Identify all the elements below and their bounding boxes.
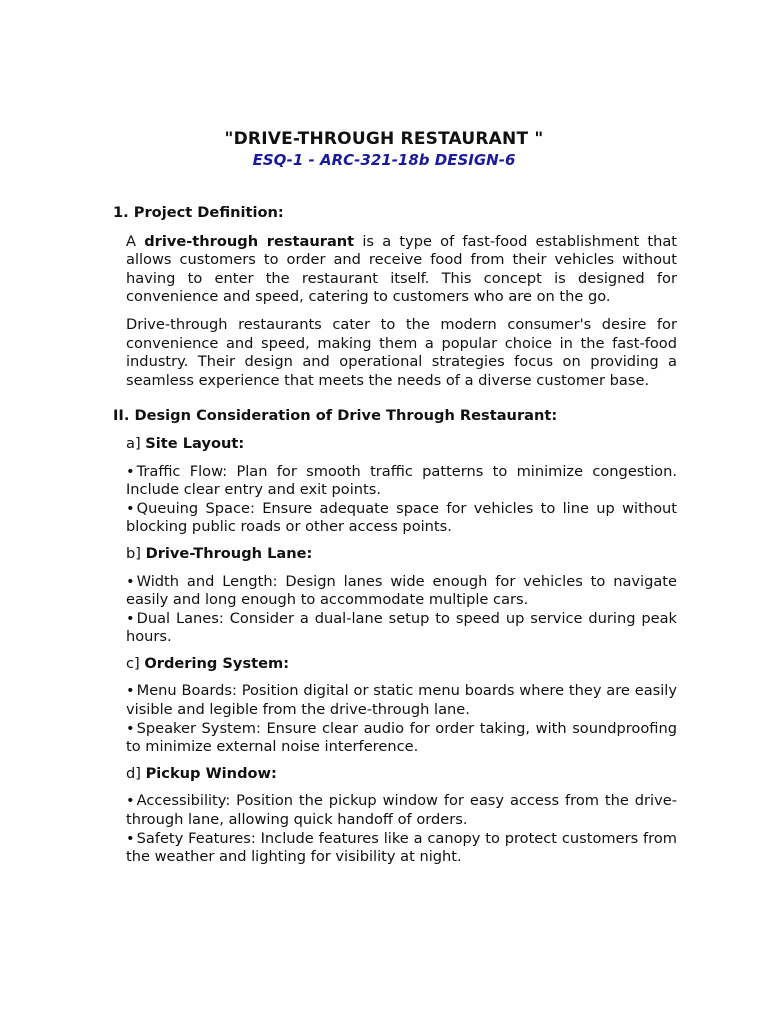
subsection-ordering-system — [126, 655, 677, 757]
subsection-drive-through-lane — [126, 545, 677, 647]
bullet-item: • Accessibility: Position the pickup window for easy access from the drive-through lane, allowing quick handoff of orders. — [126, 792, 677, 829]
bullet-list — [126, 463, 677, 537]
bullet-item: • Menu Boards: Position digital or static menu boards where they are easily visible and legible from the drive-through lane. — [126, 682, 677, 719]
subsection-pickup-window — [126, 765, 677, 867]
document-title: "DRIVE-THROUGH RESTAURANT " — [224, 129, 544, 149]
subsection-letter: a] — [126, 434, 146, 452]
subsection-title: Pickup Window: — [145, 764, 277, 782]
document-subtitle: ESQ-1 - ARC-321-18b DESIGN-6 — [252, 151, 516, 169]
bullet-list — [126, 682, 677, 756]
bullet-item: • Queuing Space: Ensure adequate space for vehicles to line up without blocking public roads or other access points. — [126, 500, 677, 537]
subsection-letter: b] — [126, 544, 146, 562]
bullet-item: • Traffic Flow: Plan for smooth traffic patterns to minimize congestion. Include clear entry and exit points. — [126, 463, 677, 500]
subsection-heading — [126, 655, 677, 674]
project-definition-body — [126, 233, 677, 391]
bullet-item: • Dual Lanes: Consider a dual-lane setup to speed up service during peak hours. — [126, 610, 677, 647]
subsection-title: Ordering System: — [144, 654, 290, 672]
bullet-item: • Safety Features: Include features like a canopy to protect customers from the weather and lighting for visibility at night. — [126, 830, 677, 867]
section-heading-project-definition: 1. Project Definition: — [113, 204, 284, 221]
definition-paragraph-2: Drive-through restaurants cater to the modern consumer's desire for convenience and speed, making them a popular choice in the fast-food industry. Their design and operational strategies focus on providing a seamless experience that meets the needs of a diverse customer base. — [126, 315, 677, 389]
subsection-title: Drive-Through Lane: — [145, 544, 313, 562]
definition-text: is a type of fast-food establishment that allows customers to order and receive food from their vehicles without having to enter the restaurant itself. This concept is designed for convenience and speed, catering to customers who are on the go. — [126, 232, 678, 306]
subsection-heading — [126, 765, 677, 784]
subsection-heading — [126, 435, 677, 454]
bullet-list — [126, 792, 677, 866]
subsection-letter: c] — [126, 654, 145, 672]
bullet-list — [126, 573, 677, 647]
section-heading-design-consideration: II. Design Consideration of Drive Through Restaurant: — [113, 407, 558, 425]
subsection-heading — [126, 545, 677, 564]
definition-paragraph-1 — [126, 233, 677, 307]
bullet-item: • Speaker System: Ensure clear audio for order taking, with soundproofing to minimize external noise interference. — [126, 720, 677, 757]
subsection-letter: d] — [126, 764, 146, 782]
document-body — [113, 204, 677, 867]
bullet-item: • Width and Length: Design lanes wide enough for vehicles to navigate easily and long enough to accommodate multiple cars. — [126, 573, 677, 610]
definition-prefix: A — [126, 232, 145, 250]
definition-term: drive-through restaurant — [144, 232, 355, 250]
subsection-site-layout — [126, 435, 677, 537]
subsection-title: Site Layout: — [145, 434, 245, 452]
